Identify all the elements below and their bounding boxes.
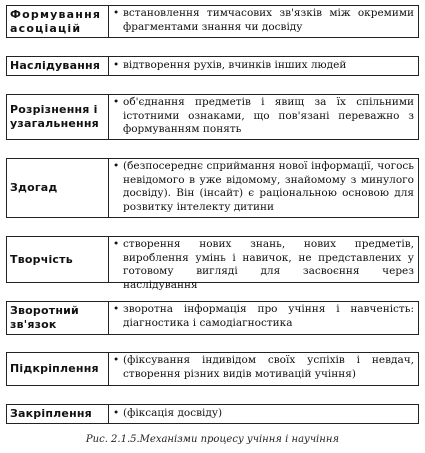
bullet: • xyxy=(113,58,120,71)
row-reinforcement xyxy=(6,352,419,386)
bullet: • xyxy=(113,406,120,419)
bullet: • xyxy=(113,160,120,172)
description-cell xyxy=(109,237,418,291)
description-cell xyxy=(109,159,418,217)
bullet: • xyxy=(113,96,120,108)
row-insight xyxy=(6,158,419,218)
description-text: зворотна інформація про учіння і навченість: діагностика і самодіагностика xyxy=(123,303,414,329)
description-text: (фіксування індивідом своїх успіхів і невдач, створення різних видів мотивацій учіння) xyxy=(123,354,414,380)
row-consolidation xyxy=(6,404,419,424)
term-cell: Зворотний зв'язок xyxy=(7,302,109,334)
description-cell xyxy=(109,302,418,334)
description-cell xyxy=(109,405,418,423)
description-text: встановлення тимчасових зв'язків між окремими фрагментами знання чи досвіду xyxy=(123,7,414,33)
bullet: • xyxy=(113,238,120,250)
description-text: створення нових знань, нових предметів, вироблення умінь і навичок, не представлених у готовому вигляді для засвоєння через наслідування xyxy=(123,238,414,291)
description-text: (безпосереднє сприймання нової інформації, чогось невідомого в уже відомому, знайомому з минулого досвіду). Він (інсайт) є раціональною основою для розвитку інтелекту дитини xyxy=(123,160,414,213)
description-cell xyxy=(109,353,418,385)
description-cell xyxy=(109,95,418,139)
term-cell: Формування асоціацій xyxy=(7,6,109,37)
term-cell: Розрізнення і узагальнення xyxy=(7,95,109,139)
row-discrimination-and-generalization xyxy=(6,94,419,140)
description-text: (фіксація досвіду) xyxy=(123,406,223,419)
row-creativity xyxy=(6,236,419,291)
term-cell: Закріплення xyxy=(7,405,109,423)
bullet: • xyxy=(113,7,120,19)
figure-caption: Рис. 2.1.5.Механізми процесу учіння і научіння xyxy=(85,434,340,445)
term-cell: Творчість xyxy=(7,237,109,282)
bullet: • xyxy=(113,303,120,315)
description-text: відтворення рухів, вчинків інших людей xyxy=(123,58,347,71)
description-cell xyxy=(109,57,418,75)
row-formation-of-associations xyxy=(6,5,419,38)
description-cell xyxy=(109,6,418,37)
term-cell: Підкріплення xyxy=(7,353,109,385)
row-feedback xyxy=(6,301,419,335)
bullet: • xyxy=(113,354,120,366)
term-cell: Здогад xyxy=(7,159,109,217)
row-imitation xyxy=(6,56,419,76)
description-text: об'єднання предметів і явищ за їх спільними істотними ознаками, що пов'язані переважно з формуванням понять xyxy=(123,96,414,135)
term-cell: Наслідування xyxy=(7,57,109,75)
